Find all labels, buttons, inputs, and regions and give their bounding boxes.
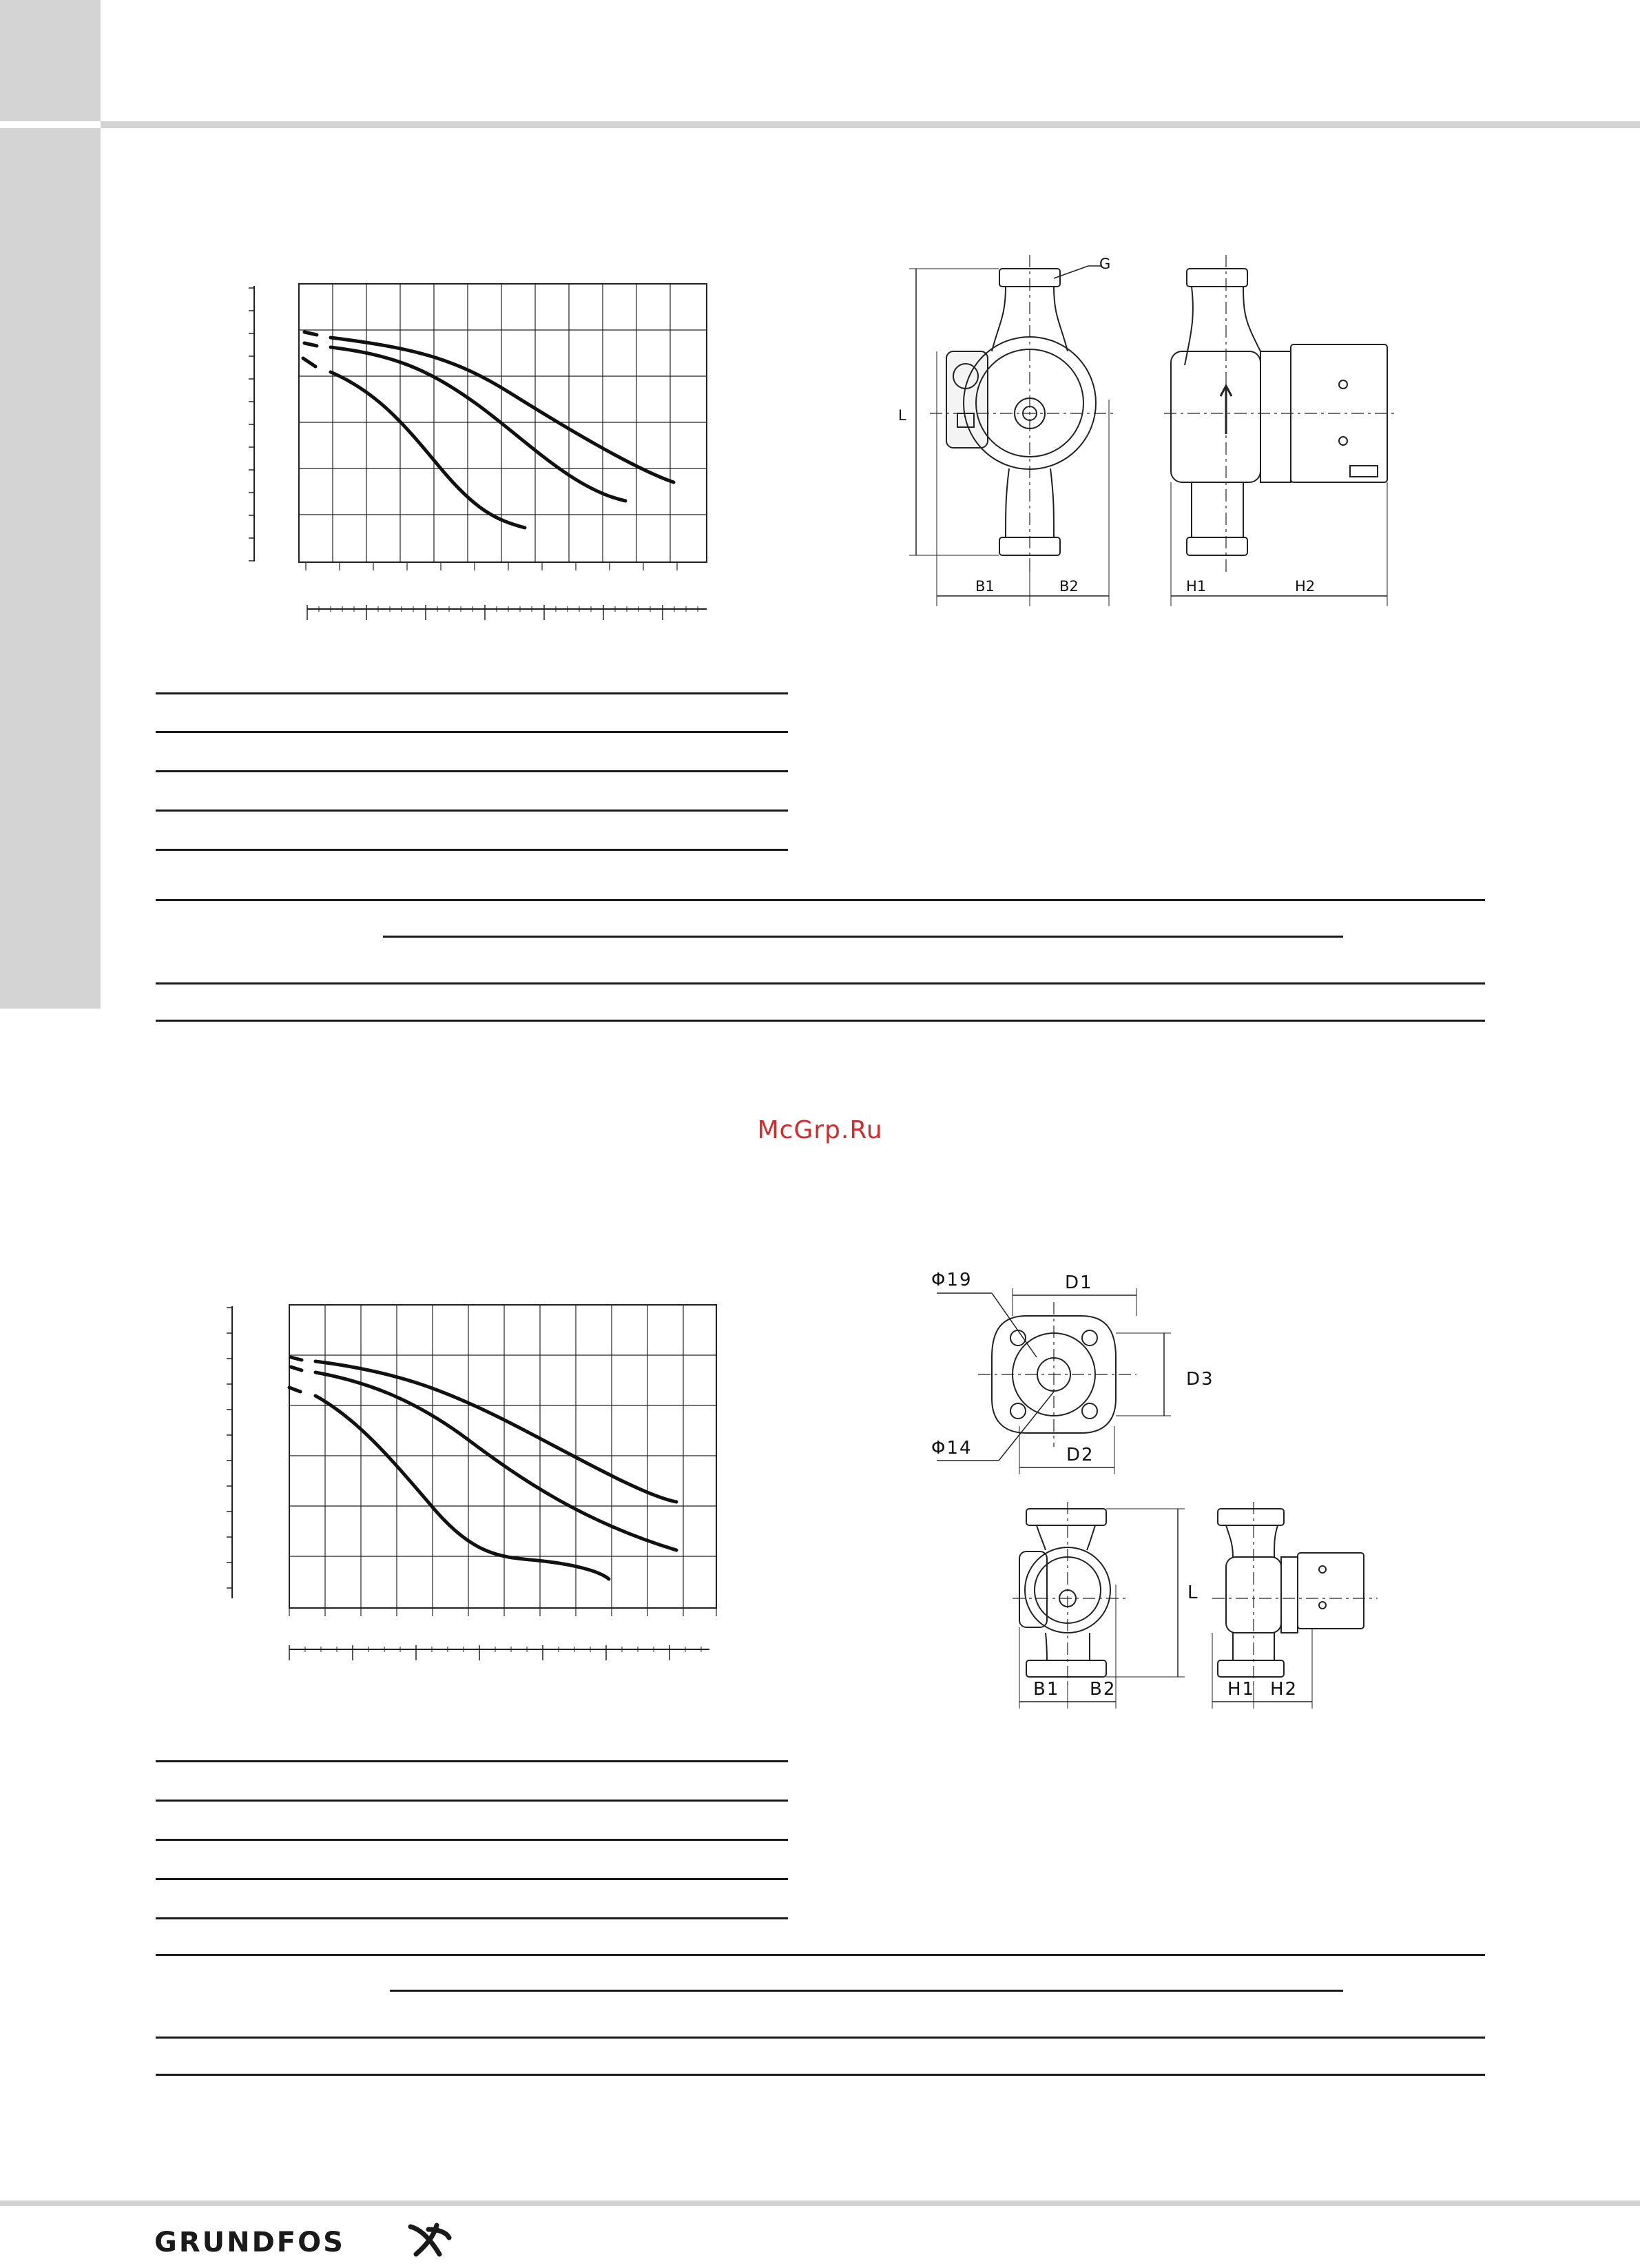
table-rule: [156, 1800, 788, 1802]
dimension-table-rule: [156, 1020, 1485, 1022]
label-h1: H1: [1227, 1679, 1256, 1700]
footer-rule: [0, 2200, 1640, 2206]
label-h1: H1: [1186, 578, 1207, 595]
label-l: L: [898, 407, 906, 424]
side-tab: [0, 128, 101, 1009]
brand-logo: [154, 2227, 485, 2260]
table-rule: [156, 1878, 788, 1880]
watermark: McGrp.Ru: [757, 1116, 883, 1144]
grundfos-x-icon: [408, 2223, 452, 2257]
label-d3: D3: [1186, 1369, 1214, 1390]
dimension-drawing-top: [889, 248, 1412, 620]
label-d1: D1: [1065, 1272, 1093, 1293]
label-d2: D2: [1066, 1445, 1094, 1465]
dimension-table-rule: [156, 2074, 1485, 2076]
performance-chart-top: [248, 276, 716, 634]
table-rule: [156, 1760, 788, 1762]
table-rule: [156, 810, 788, 812]
brand-name: GRUNDFOS: [154, 2227, 345, 2258]
table-rule: [156, 849, 788, 851]
side-tab-top: [0, 0, 101, 121]
dimension-table-rule: [390, 1990, 1343, 1992]
label-h2: H2: [1295, 578, 1316, 595]
table-rule: [156, 731, 788, 733]
label-b2: B2: [1059, 578, 1079, 595]
label-g: G: [1099, 256, 1111, 272]
table-rule: [156, 770, 788, 772]
table-rule: [156, 1839, 788, 1841]
label-b1: B1: [1033, 1679, 1060, 1700]
dimension-drawing-bottom: [909, 1261, 1405, 1715]
dimension-table-rule: [156, 2037, 1485, 2039]
label-b1: B1: [975, 578, 995, 595]
header-rule: [101, 121, 1640, 128]
dimension-table-rule: [156, 899, 1485, 901]
label-b2: B2: [1090, 1679, 1117, 1700]
dimension-table-rule: [156, 1954, 1485, 1956]
label-phi19: Φ19: [931, 1270, 973, 1290]
label-phi14: Φ14: [931, 1438, 973, 1458]
label-l: L: [1187, 1583, 1199, 1603]
label-h2: H2: [1270, 1679, 1298, 1700]
dimension-table-rule: [156, 982, 1485, 984]
performance-chart-bottom: [214, 1295, 723, 1667]
table-rule: [156, 692, 788, 694]
dimension-table-rule: [383, 936, 1343, 938]
table-rule: [156, 1917, 788, 1919]
